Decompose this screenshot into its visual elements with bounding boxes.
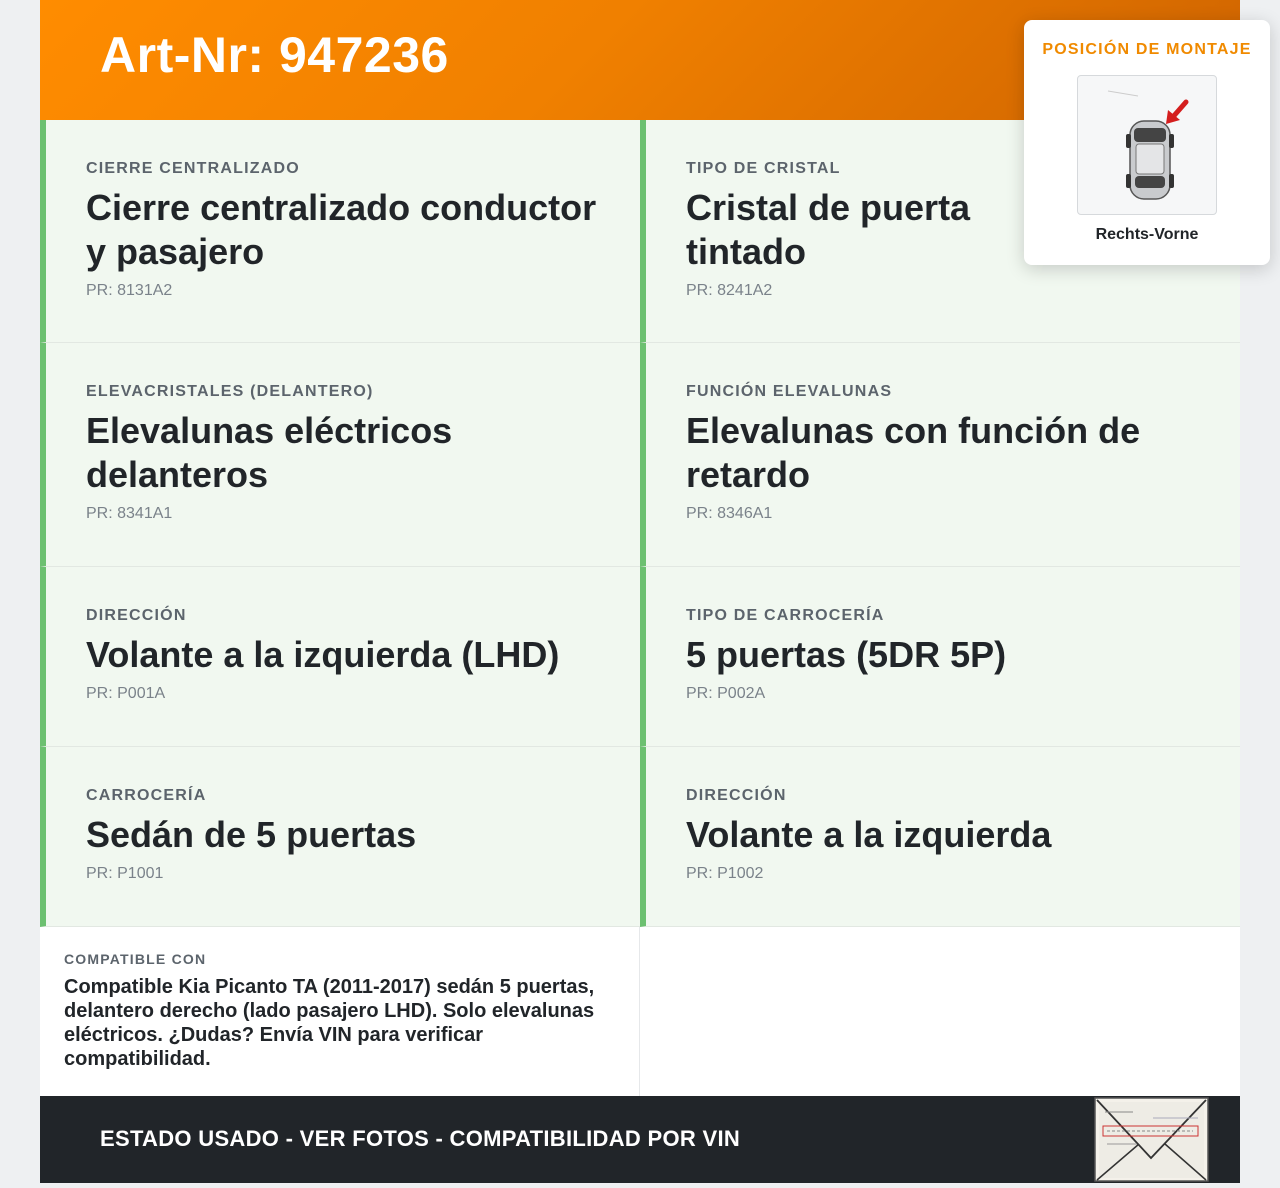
product-page bbox=[40, 0, 1252, 1183]
spec-card bbox=[40, 343, 640, 567]
spec-pr-code: PR: 8131A2 bbox=[86, 282, 173, 299]
spec-card bbox=[40, 747, 640, 927]
page-title: Art-Nr: 947236 bbox=[100, 27, 449, 83]
spec-label: TIPO DE CRISTAL bbox=[686, 160, 841, 177]
spec-label: DIRECCIÓN bbox=[686, 787, 787, 804]
spec-pr-code: PR: P1002 bbox=[686, 865, 764, 882]
spec-value: Cierre centralizado conductor y pasajero bbox=[86, 187, 597, 272]
spec-value: Cristal de puerta tintado bbox=[686, 187, 971, 272]
spec-label: CARROCERÍA bbox=[86, 787, 207, 804]
spec-value: Volante a la izquierda bbox=[686, 814, 1052, 855]
spec-pr-code: PR: P002A bbox=[686, 685, 766, 702]
mount-title: POSICIÓN DE MONTAJE bbox=[1042, 41, 1252, 58]
spec-pr-code: PR: P001A bbox=[86, 685, 166, 702]
spec-value: Elevalunas con función de retardo bbox=[686, 410, 1141, 495]
compat-label: COMPATIBLE CON bbox=[64, 951, 207, 967]
spec-pr-code: PR: P1001 bbox=[86, 865, 164, 882]
mount-position-label: Rechts-Vorne bbox=[1095, 226, 1199, 243]
footer-text: ESTADO USADO - VER FOTOS - COMPATIBILIDAD POR VIN bbox=[100, 1126, 741, 1151]
mount-position-card bbox=[1024, 20, 1270, 265]
spec-card bbox=[40, 567, 640, 747]
spec-card bbox=[640, 567, 1240, 747]
car-top-view-icon[interactable] bbox=[1077, 75, 1217, 215]
spec-card bbox=[640, 343, 1240, 567]
spec-label: DIRECCIÓN bbox=[86, 607, 187, 624]
spec-card bbox=[40, 120, 640, 343]
spec-pr-code: PR: 8346A1 bbox=[686, 505, 773, 522]
spec-label: FUNCIÓN ELEVALUNAS bbox=[686, 383, 893, 400]
spec-value: Elevalunas eléctricos delanteros bbox=[86, 410, 453, 495]
spec-value: Sedán de 5 puertas bbox=[86, 814, 417, 855]
spec-pr-code: PR: 8341A1 bbox=[86, 505, 173, 522]
envelope-label-icon bbox=[1093, 1096, 1210, 1183]
spec-label: CIERRE CENTRALIZADO bbox=[86, 160, 300, 177]
spec-pr-code: PR: 8241A2 bbox=[686, 282, 773, 299]
spec-label: ELEVACRISTALES (DELANTERO) bbox=[86, 383, 374, 400]
compat-text: Compatible Kia Picanto TA (2011-2017) sedán 5 puertas, delantero derecho (lado pasajero LHD). Solo elevalunas eléctricos. ¿Dudas? Envía VIN para verificar compatibilidad. bbox=[64, 976, 595, 1070]
page-footer bbox=[40, 1096, 1240, 1183]
spec-label: TIPO DE CARROCERÍA bbox=[686, 607, 885, 624]
spec-value: 5 puertas (5DR 5P) bbox=[686, 634, 1007, 675]
spec-card bbox=[640, 747, 1240, 927]
spec-value: Volante a la izquierda (LHD) bbox=[86, 634, 560, 675]
compatibility-box bbox=[40, 927, 640, 1096]
